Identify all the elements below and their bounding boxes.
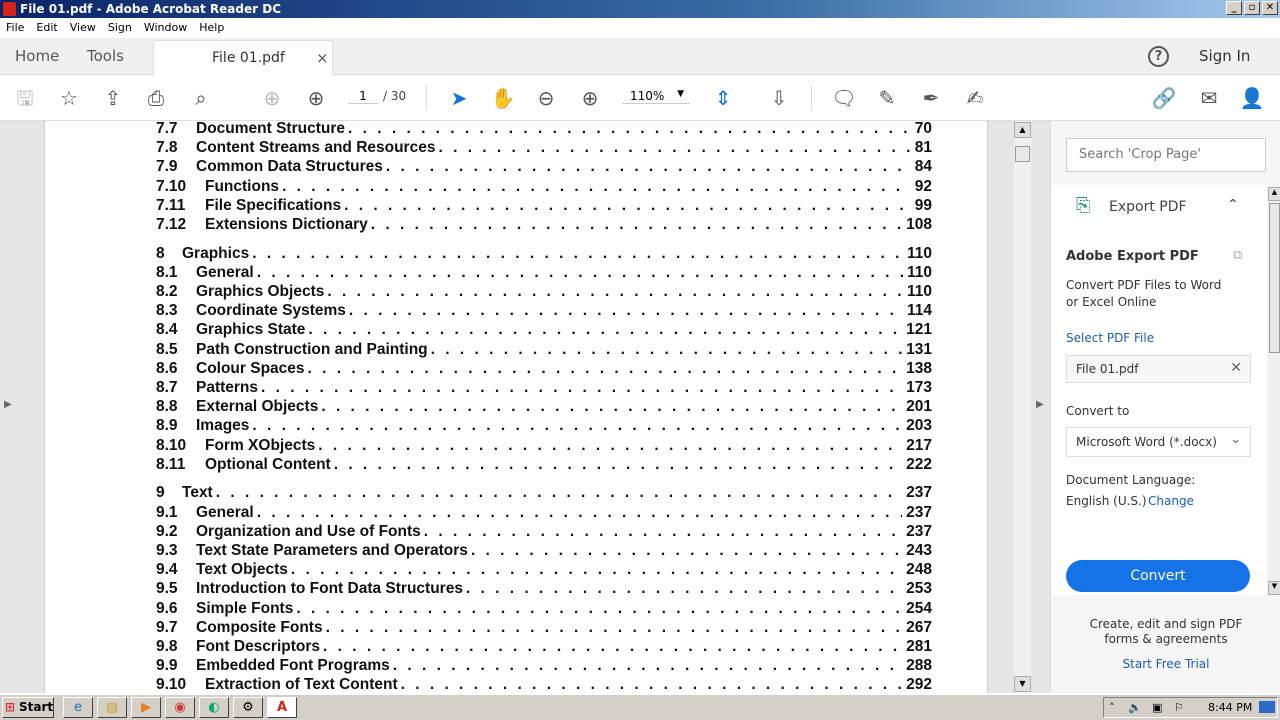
close-tab-icon[interactable]: × (316, 49, 329, 67)
tab-document-label: File 01.pdf (212, 50, 285, 66)
toc-entry[interactable] (156, 675, 932, 693)
toc-page-number: 217 (906, 436, 932, 454)
toc-entry[interactable] (156, 282, 932, 301)
toc-entry[interactable] (156, 455, 932, 474)
toc-title: Embedded Font Programs (196, 657, 390, 675)
zoom-out-icon[interactable]: ⊖ (537, 86, 555, 110)
toc-number: 9.9 (156, 657, 178, 675)
toc-entry[interactable] (156, 656, 932, 675)
menu-edit[interactable]: Edit (36, 21, 58, 34)
scroll-up-button[interactable]: ▲ (1014, 122, 1031, 138)
toc-title: Text State Parameters and Operators (196, 541, 468, 559)
toc-page-number: 92 (914, 177, 932, 195)
toc-number: 8.8 (156, 398, 178, 416)
tab-home[interactable]: Home (15, 47, 60, 65)
start-free-trial-link[interactable]: Start Free Trial (1122, 657, 1210, 671)
zoom-value: 110% (630, 89, 665, 103)
toc-page-number: 237 (906, 484, 932, 502)
change-language-link[interactable]: Change (1148, 494, 1194, 508)
toc-title: Common Data Structures (196, 158, 383, 176)
fit-page-icon[interactable]: ⇕ (714, 86, 732, 110)
scroll-mode-icon[interactable]: ⇩ (770, 86, 788, 110)
toc-title: Patterns (196, 378, 259, 396)
right-pane (1050, 121, 1280, 693)
toc-title: Font Descriptors (196, 637, 321, 655)
toc-page-number: 138 (906, 359, 932, 377)
toc-page-number: 70 (914, 121, 932, 137)
toc-page-number: 173 (906, 378, 932, 396)
toc-page-number: 110 (906, 244, 932, 262)
export-pdf-icon: ⎘ (1076, 195, 1091, 216)
menu-sign[interactable]: Sign (107, 21, 132, 34)
volume-icon[interactable]: 🔈 (1128, 701, 1142, 714)
toc-leader-dots (293, 599, 902, 618)
toc-number: 9.6 (156, 599, 178, 617)
bookmark-star-icon[interactable]: ☆ (60, 86, 78, 110)
toc-leader-dots (258, 378, 902, 397)
copy-icon: ⧉ (1233, 248, 1243, 263)
toc-page-number: 248 (906, 561, 932, 579)
toc-number: 7.11 (156, 196, 186, 214)
toc-page-number: 99 (914, 196, 932, 214)
sign-in-button[interactable]: Sign In (1199, 47, 1251, 65)
email-icon[interactable]: ✉ (1200, 86, 1218, 110)
toc-number: 9.4 (156, 561, 178, 579)
toc-leader-dots (331, 455, 902, 474)
toc-number: 8.11 (156, 455, 186, 473)
toc-number: 8.10 (156, 436, 187, 454)
toc-leader-dots (323, 618, 903, 637)
toc-entry[interactable] (156, 157, 932, 176)
expand-right-panel-icon[interactable]: ▶ (1036, 399, 1044, 410)
toc-page-number: 237 (906, 522, 932, 540)
export-title: Adobe Export PDF (1066, 249, 1199, 264)
toc-number: 8.4 (156, 321, 178, 339)
toc-page-number: 222 (906, 455, 932, 473)
toc-title: Extraction of Text Content (205, 676, 398, 693)
pdf-page (44, 121, 988, 693)
format-select[interactable] (1066, 427, 1251, 457)
tab-document[interactable] (153, 40, 333, 76)
show-desktop-icon[interactable] (1259, 701, 1275, 713)
toc-entry[interactable] (156, 359, 932, 378)
add-user-icon[interactable]: 👤 (1239, 86, 1265, 110)
toc-number: 9.10 (156, 676, 187, 693)
toc-entry[interactable] (156, 599, 932, 618)
vertical-scrollbar[interactable] (1014, 121, 1031, 693)
toc-page-number: 114 (906, 302, 932, 320)
toc-entry[interactable] (156, 416, 932, 435)
export-pdf-panel (1051, 185, 1267, 595)
toc-page-number: 84 (914, 158, 932, 176)
toc-number: 8.5 (156, 340, 178, 358)
selected-file-name: File 01.pdf (1076, 362, 1139, 376)
toc-leader-dots (318, 397, 902, 416)
toc-leader-dots (249, 244, 903, 263)
toc-title: Colour Spaces (196, 359, 305, 377)
acrobat-icon (3, 2, 16, 16)
toc-page-number: 201 (906, 398, 932, 416)
expand-left-panel-icon[interactable]: ▶ (4, 399, 12, 410)
acrobat-taskbar-icon[interactable]: A (267, 697, 297, 718)
toc-title: Images (196, 417, 250, 435)
toc-number: 7.9 (156, 158, 178, 176)
print-icon[interactable]: ⎙ (148, 86, 164, 110)
toc-number: 8.2 (156, 283, 178, 300)
scroll-thumb[interactable] (1015, 146, 1030, 162)
toc-title: Extensions Dictionary (205, 215, 368, 233)
toc-leader-dots (398, 675, 903, 693)
toc-leader-dots (383, 157, 911, 176)
export-pdf-header[interactable]: Export PDF (1109, 199, 1187, 215)
toc-entry[interactable] (156, 579, 932, 598)
divider (811, 85, 812, 111)
toc-title: File Specifications (205, 196, 342, 214)
clear-file-icon[interactable]: ✕ (1230, 360, 1242, 376)
menu-file[interactable]: File (6, 21, 25, 34)
toc-page-number: 267 (906, 618, 932, 636)
toc-number: 9.5 (156, 580, 178, 598)
toc-entry[interactable] (156, 244, 932, 263)
toc-leader-dots (463, 579, 902, 598)
toc-leader-dots (428, 340, 902, 359)
toc-title: Document Structure (196, 121, 345, 137)
hand-tool-icon[interactable]: ✋ (490, 86, 516, 110)
toc-page-number: 254 (906, 599, 932, 617)
toolbar (0, 75, 1280, 121)
menu-bar (0, 18, 1280, 38)
toc-number: 8.9 (156, 417, 178, 435)
toc-title: Optional Content (205, 455, 331, 473)
windows-logo-icon: ⊞ (5, 700, 16, 714)
toc-number: 8.6 (156, 359, 178, 377)
convert-button[interactable]: Convert (1066, 560, 1250, 592)
menu-help[interactable]: Help (199, 21, 225, 34)
show-hidden-icons[interactable]: ˄ (1109, 701, 1115, 714)
toc-leader-dots (345, 121, 911, 138)
toc-entry[interactable] (156, 196, 932, 215)
toc-number: 9.3 (156, 541, 178, 559)
panel-scroll-down[interactable]: ▼ (1268, 581, 1280, 595)
toc-page-number: 288 (906, 657, 932, 675)
toc-page-number: 253 (906, 580, 932, 598)
toc-page-number: 243 (906, 541, 932, 559)
toc-leader-dots (421, 522, 902, 541)
action-center-flag-icon[interactable]: ⚐ (1174, 701, 1184, 714)
toc-leader-dots (305, 320, 902, 339)
page-number-input[interactable]: 1 (348, 89, 378, 104)
panel-scrollbar[interactable] (1268, 187, 1280, 595)
toc-entry[interactable] (156, 263, 932, 282)
menu-window[interactable]: Window (143, 21, 188, 34)
chevron-down-icon: ▼ (677, 89, 684, 99)
toc-title: Composite Fonts (196, 618, 323, 636)
toc-leader-dots (305, 359, 903, 378)
share-link-icon[interactable]: 🔗 (1151, 86, 1177, 110)
toc-leader-dots (249, 416, 902, 435)
toc-title: Path Construction and Painting (196, 340, 428, 358)
toc-page-number: 131 (906, 340, 932, 358)
toc-leader-dots (346, 301, 903, 320)
collapse-chevron-icon[interactable]: ⌃ (1227, 197, 1239, 213)
toc-leader-dots (468, 541, 902, 560)
sign-icon[interactable]: ✒ (922, 86, 940, 110)
export-description: Convert PDF Files to Word or Excel Online (1066, 278, 1222, 309)
tools-search-input[interactable]: Search 'Crop Page' (1066, 138, 1266, 172)
toc-title: General (196, 263, 254, 281)
toc-entry[interactable] (156, 397, 932, 416)
toc-entry[interactable] (156, 121, 932, 138)
clock[interactable]: 8:44 PM (1208, 701, 1253, 714)
toc-page-number: 108 (906, 215, 932, 233)
toc-number: 8.1 (156, 263, 178, 281)
minimize-button[interactable]: _ (1226, 1, 1242, 15)
toc-entry[interactable] (156, 522, 932, 541)
divider (426, 85, 427, 111)
close-button[interactable]: ✕ (1262, 1, 1278, 15)
toc-entry[interactable] (156, 436, 932, 455)
find-icon[interactable]: ⌕ (195, 86, 207, 110)
toc-page-number: 292 (906, 676, 932, 693)
selected-file-field[interactable] (1066, 355, 1251, 383)
toc-page-number: 110 (906, 283, 932, 300)
system-tray (1103, 697, 1278, 718)
toc-title: Text Objects (196, 561, 288, 579)
toc-leader-dots (324, 282, 903, 301)
toc-entry[interactable] (156, 560, 932, 579)
next-page-icon[interactable]: ⊕ (307, 86, 325, 110)
toc-title: Coordinate Systems (196, 302, 346, 320)
toc-leader-dots (315, 436, 902, 455)
toc-leader-dots (213, 483, 902, 502)
toc-entry[interactable] (156, 483, 932, 502)
toc-title: Simple Fonts (196, 599, 294, 617)
toc-title: Graphics (182, 244, 250, 262)
network-icon[interactable]: ▣ (1152, 701, 1163, 714)
toc-page-number: 281 (906, 637, 932, 655)
table-of-contents (156, 121, 932, 693)
toc-entry[interactable] (156, 301, 932, 320)
highlight-icon[interactable]: ✎ (878, 86, 896, 110)
toc-leader-dots (368, 215, 902, 234)
select-cursor-icon[interactable]: ➤ (450, 86, 468, 110)
tab-bar (0, 38, 1280, 75)
toc-page-number: 110 (906, 263, 932, 281)
start-button[interactable] (2, 697, 54, 718)
toc-leader-dots (341, 196, 911, 215)
panel-scroll-up[interactable]: ▲ (1268, 187, 1280, 201)
toc-page-number: 237 (906, 503, 932, 521)
chevron-down-icon: ⌄ (1230, 432, 1241, 447)
toc-leader-dots (288, 560, 902, 579)
toc-leader-dots (390, 656, 902, 675)
toc-number: 9.2 (156, 522, 178, 540)
toc-number: 7.12 (156, 215, 187, 233)
toc-number: 9.7 (156, 618, 178, 636)
toc-number: 7.8 (156, 139, 178, 157)
toc-number: 9.1 (156, 503, 178, 521)
toc-title: Content Streams and Resources (196, 139, 436, 157)
convert-to-label: Convert to (1066, 404, 1130, 418)
toc-title: Functions (205, 177, 280, 195)
toc-leader-dots (435, 138, 910, 157)
language-label: Document Language: (1066, 473, 1196, 487)
window-title: File 01.pdf - Adobe Acrobat Reader DC (20, 2, 281, 16)
tab-tools[interactable]: Tools (87, 47, 124, 65)
explorer-icon[interactable]: ▤ (97, 697, 127, 718)
ie-icon[interactable]: e (63, 697, 93, 718)
toc-title: Graphics Objects (196, 283, 325, 300)
start-label: Start (19, 700, 54, 714)
panel-scroll-thumb[interactable] (1269, 203, 1280, 353)
help-icon[interactable]: ? (1148, 46, 1169, 67)
toc-entry[interactable] (156, 637, 932, 656)
toc-entry[interactable] (156, 138, 932, 157)
taskbar (0, 694, 1280, 720)
toc-number: 7.10 (156, 177, 187, 195)
format-value: Microsoft Word (*.docx) (1076, 435, 1217, 449)
toc-leader-dots (279, 177, 911, 196)
zoom-in-icon[interactable]: ⊕ (581, 86, 599, 110)
toc-number: 8.7 (156, 378, 178, 396)
toc-number: 9 (156, 484, 165, 502)
toc-title: Form XObjects (205, 436, 316, 454)
toc-number: 9.8 (156, 637, 178, 655)
toc-entry[interactable] (156, 177, 932, 196)
toc-entry[interactable] (156, 618, 932, 637)
toc-leader-dots (254, 263, 903, 282)
toc-page-number: 203 (906, 417, 932, 435)
save-icon[interactable]: 🖫 (16, 86, 34, 110)
toc-entry[interactable] (156, 541, 932, 560)
toc-page-number: 81 (914, 139, 932, 157)
menu-view[interactable]: View (69, 21, 96, 34)
document-view[interactable] (0, 121, 1050, 693)
edge-icon[interactable]: ◐ (199, 697, 229, 718)
toc-entry[interactable] (156, 378, 932, 397)
chrome-icon[interactable]: ◉ (165, 697, 195, 718)
zoom-select[interactable] (622, 89, 690, 104)
toc-title: Introduction to Font Data Structures (196, 580, 463, 598)
title-bar (0, 0, 1280, 18)
toc-title: Graphics State (196, 321, 306, 339)
toc-entry[interactable] (156, 503, 932, 522)
toc-leader-dots (320, 637, 902, 656)
toc-entry[interactable] (156, 215, 932, 234)
toc-leader-dots (254, 503, 902, 522)
toc-entry[interactable] (156, 320, 932, 339)
toc-title: Organization and Use of Fonts (196, 522, 421, 540)
upload-cloud-icon[interactable]: ⇪ (104, 86, 122, 110)
media-player-icon[interactable]: ▶ (131, 697, 161, 718)
toc-page-number: 121 (906, 321, 932, 339)
language-value: English (U.S.) (1066, 494, 1147, 508)
page-total: / 30 (383, 89, 407, 103)
toc-number: 7.7 (156, 121, 178, 137)
comment-icon[interactable]: 🗨 (831, 86, 857, 110)
maximize-button[interactable]: ▫ (1244, 1, 1260, 15)
toc-number: 8 (156, 244, 165, 262)
scroll-down-button[interactable]: ▼ (1014, 676, 1031, 692)
toc-title: External Objects (196, 398, 319, 416)
fill-sign-icon[interactable]: ✍ (966, 86, 984, 110)
promo-text: Create, edit and sign PDF forms & agreements (1089, 617, 1243, 646)
toc-number: 8.3 (156, 302, 178, 320)
toc-entry[interactable] (156, 340, 932, 359)
tool-icon[interactable]: ⚙ (233, 697, 263, 718)
previous-page-icon[interactable]: ⊕ (263, 86, 281, 110)
toc-title: Text (182, 484, 213, 502)
toc-title: General (196, 503, 254, 521)
select-pdf-link[interactable]: Select PDF File (1066, 331, 1155, 345)
